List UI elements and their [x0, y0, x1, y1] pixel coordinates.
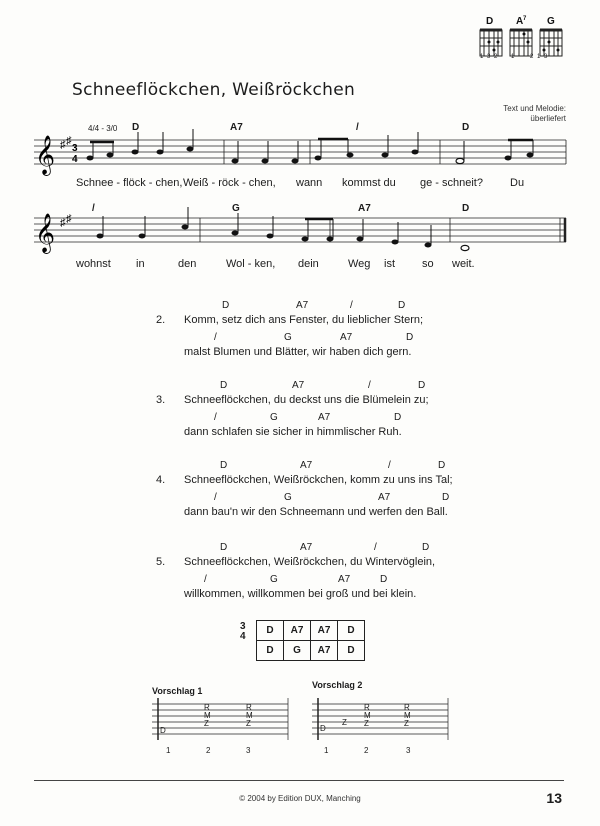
progression-cell: D	[338, 621, 365, 641]
verse2-chord-1: D	[222, 300, 230, 311]
vorschlag2-beat-1: 1	[324, 746, 329, 755]
staff1-chord-1: D	[132, 122, 140, 133]
staff2-lyric-5: dein	[298, 258, 319, 270]
finger-d: 1 3 2	[480, 54, 499, 60]
svg-text:♯: ♯	[66, 213, 72, 225]
progression-row	[257, 641, 365, 661]
progression-cell: D	[338, 641, 365, 661]
vorschlag-1-label: Vorschlag 1	[152, 686, 203, 696]
verse3-chord-7: A7	[318, 412, 331, 423]
staff-2	[30, 198, 570, 258]
verse2-line-2: malst Blumen und Blätter, wir haben dich gern.	[184, 346, 412, 358]
verse5-line-1: Schneeflöckchen, Weißröckchen, du Wintervöglein,	[184, 556, 436, 568]
verse4-chord-5: /	[214, 492, 217, 503]
svg-text:A: A	[516, 16, 524, 27]
verse3-line-2: dann schlafen sie sicher in himmlischer Ruh.	[184, 426, 402, 438]
verse4-chord-8: D	[442, 492, 450, 503]
verse4-chord-7: A7	[378, 492, 391, 503]
staff1-chord-4: D	[462, 122, 470, 133]
staff2-lyric-8: so	[422, 258, 434, 270]
svg-text:♯: ♯	[60, 217, 66, 229]
verse4-chord-4: D	[438, 460, 446, 471]
svg-text:𝄞: 𝄞	[35, 135, 56, 175]
chord-progression-table	[256, 620, 365, 661]
verse3-chord-6: G	[270, 412, 278, 423]
time-signature-alt: 4/4 - 3/0	[88, 124, 118, 133]
vorschlag2-mark-4: R M Z	[404, 703, 411, 728]
svg-text:𝄞: 𝄞	[35, 213, 56, 253]
vorschlag2-mark-3: R M Z	[364, 703, 371, 728]
vorschlag1-mark-3: R M Z	[246, 703, 253, 728]
progression-cell: A7	[311, 621, 338, 641]
finger-g: 2 1 3	[530, 54, 549, 60]
progression-time-signature	[240, 622, 246, 642]
progression-cell: A7	[284, 621, 311, 641]
verse2-chord-3: /	[350, 300, 353, 311]
verse5-number: 5.	[156, 556, 166, 568]
progression-cell: A7	[311, 641, 338, 661]
staff2-lyric-1: wohnst	[76, 258, 111, 270]
verse5-chord-3: /	[374, 542, 377, 553]
verse5-chord-1: D	[220, 542, 228, 553]
vorschlag2-mark-1: D	[320, 724, 326, 733]
staff1-lyric-5: ge - schneit?	[420, 177, 483, 189]
vorschlag2-mark-2: Z	[342, 718, 347, 727]
svg-text:4: 4	[72, 154, 78, 165]
verse2-chord-4: D	[398, 300, 406, 311]
verse5-chord-7: A7	[338, 574, 351, 585]
svg-text:7: 7	[523, 16, 527, 22]
vorschlag2-beat-3: 3	[406, 746, 411, 755]
staff2-lyric-7: ist	[384, 258, 395, 270]
staff1-lyric-1: Schnee - flöck - chen,	[76, 177, 183, 189]
verse2-chord-8: D	[406, 332, 414, 343]
verse4-chord-6: G	[284, 492, 292, 503]
verse3-line-1: Schneeflöckchen, du deckst uns die Blümelein zu;	[184, 394, 429, 406]
svg-text:♯: ♯	[66, 135, 72, 147]
staff2-lyric-3: den	[178, 258, 197, 270]
staff2-lyric-9: weit.	[452, 258, 475, 270]
vorschlag1-beat-3: 3	[246, 746, 251, 755]
verse4-chord-3: /	[388, 460, 391, 471]
verse5-chord-8: D	[380, 574, 388, 585]
verse4-line-2: dann bau'n wir den Schneemann und werfen den Ball.	[184, 506, 448, 518]
staff2-chord-4: D	[462, 203, 470, 214]
credit-line-1: Text und Melodie:	[503, 104, 566, 113]
vorschlag1-beat-1: 1	[166, 746, 171, 755]
verse5-line-2: willkommen, willkommen bei groß und bei klein.	[184, 588, 417, 600]
verse3-chord-3: /	[368, 380, 371, 391]
verse3-chord-2: A7	[292, 380, 305, 391]
vorschlag1-mark-2: R M Z	[204, 703, 211, 728]
svg-text:♯: ♯	[60, 139, 66, 151]
verse4-chord-1: D	[220, 460, 228, 471]
verse4-chord-2: A7	[300, 460, 313, 471]
verse3-chord-8: D	[394, 412, 402, 423]
progression-cell: D	[257, 641, 284, 661]
progression-cell: G	[284, 641, 311, 661]
verse2-chord-2: A7	[296, 300, 309, 311]
chord-fingering	[480, 54, 570, 60]
staff2-chord-1: /	[92, 203, 95, 214]
svg-text:G: G	[547, 16, 555, 27]
staff2-lyric-4: Wol - ken,	[226, 258, 276, 270]
staff1-lyric-2: Weiß - röck - chen,	[183, 177, 276, 189]
footer-rule	[34, 780, 564, 781]
ts-top: 3	[240, 621, 246, 632]
verse2-chord-5: /	[214, 332, 217, 343]
verse5-chord-5: /	[204, 574, 207, 585]
staff1-chord-3: /	[356, 122, 359, 133]
verse3-chord-5: /	[214, 412, 217, 423]
vorschlag-2-tab	[310, 696, 450, 742]
progression-row	[257, 621, 365, 641]
vorschlag-1-tab	[150, 696, 290, 742]
staff2-chord-3: A7	[358, 203, 371, 214]
verse2-chord-6: G	[284, 332, 292, 343]
verse5-chord-4: D	[422, 542, 430, 553]
svg-text:D: D	[486, 16, 494, 27]
verse3-chord-4: D	[418, 380, 426, 391]
song-title: Schneeflöckchen, Weißröckchen	[72, 80, 356, 100]
vorschlag2-beat-2: 2	[364, 746, 369, 755]
staff1-lyric-4: kommst du	[342, 177, 396, 189]
staff2-chord-2: G	[232, 203, 240, 214]
verse2-number: 2.	[156, 314, 166, 326]
copyright: © 2004 by Edition DUX, Manching	[239, 794, 361, 803]
verse2-chord-7: A7	[340, 332, 353, 343]
staff1-lyric-3: wann	[296, 177, 323, 189]
vorschlag-2-label: Vorschlag 2	[312, 680, 363, 690]
verse5-chord-2: A7	[300, 542, 313, 553]
verse3-chord-1: D	[220, 380, 228, 391]
staff1-lyric-6: Du	[510, 177, 525, 189]
verse5-chord-6: G	[270, 574, 278, 585]
staff2-lyric-2: in	[136, 258, 145, 270]
staff2-lyric-6: Weg	[348, 258, 371, 270]
vorschlag1-beat-2: 2	[206, 746, 211, 755]
ts-bottom: 4	[240, 631, 246, 642]
page-number: 13	[546, 790, 562, 806]
verse4-line-1: Schneeflöckchen, Weißröckchen, komm zu uns ins Tal;	[184, 474, 453, 486]
progression-cell: D	[257, 621, 284, 641]
finger-a7: 1	[511, 54, 516, 60]
chord-box-group	[478, 14, 578, 64]
verse2-line-1: Komm, setz dich ans Fenster, du lieblicher Stern;	[184, 314, 424, 326]
credit-line-2: überliefert	[530, 114, 566, 123]
staff1-chord-2: A7	[230, 122, 243, 133]
vorschlag1-mark-1: D	[160, 726, 166, 735]
svg-text:3: 3	[72, 143, 78, 154]
verse3-number: 3.	[156, 394, 166, 406]
verse4-number: 4.	[156, 474, 166, 486]
